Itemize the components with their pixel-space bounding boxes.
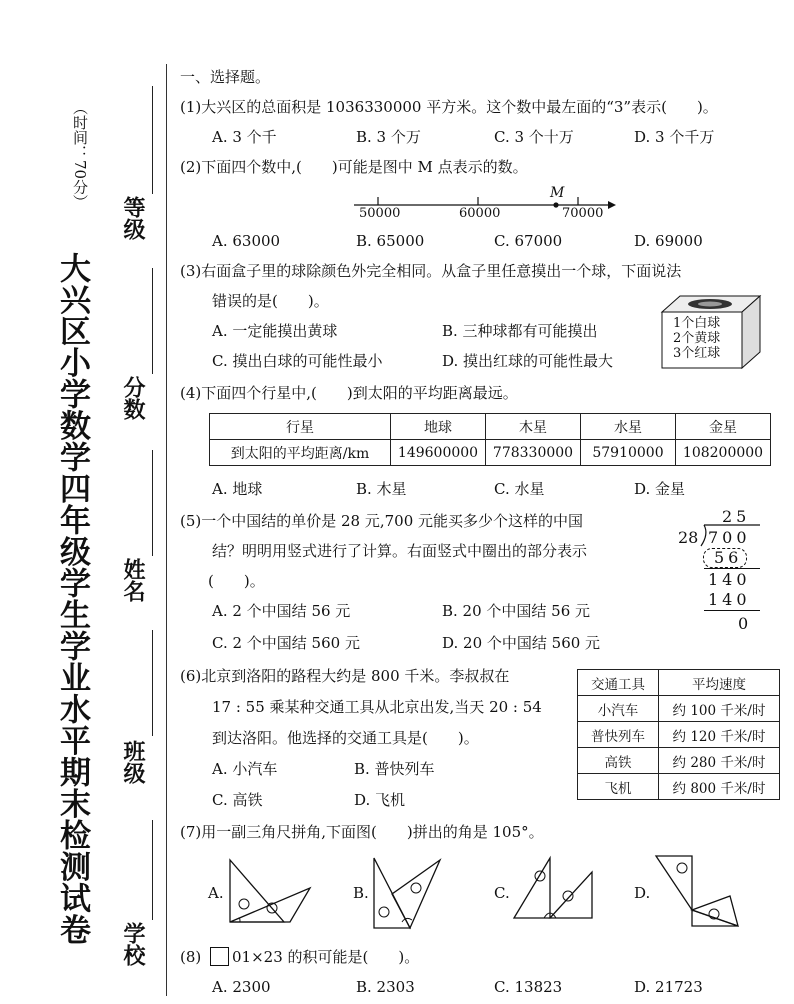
- table-cell: 约 280 千米/时: [659, 748, 780, 774]
- q6-stem-line2: 17 : 55 乘某种交通工具从北京出发,当天 20 : 54: [212, 698, 542, 716]
- tick-60000: 60000: [459, 206, 501, 221]
- table-cell: 普快列车: [578, 722, 659, 748]
- q8-stem: 01×23 的积可能是( )。: [232, 948, 420, 966]
- division-remainder-final: 0: [738, 614, 749, 633]
- q4-option-c[interactable]: C. 水星: [494, 480, 545, 498]
- table-cell: 778330000: [486, 440, 581, 466]
- q3-option-a[interactable]: A. 一定能摸出黄球: [212, 322, 338, 340]
- binding-divider: [166, 64, 167, 996]
- m-point-label: M: [550, 185, 565, 201]
- school-underline: [152, 820, 153, 920]
- planet-distance-table: [209, 413, 771, 466]
- school-label: 学校: [120, 922, 146, 966]
- division-divisor: 28: [678, 528, 699, 547]
- q1-option-a[interactable]: A. 3 个千: [212, 128, 277, 146]
- box-white-balls: 1个白球: [673, 316, 721, 331]
- q7-stem: (7)用一副三角尺拼角,下面图( )拼出的角是 105°。: [180, 823, 544, 841]
- division-quotient: 25: [722, 507, 751, 526]
- grade-label: 等级: [120, 196, 146, 240]
- grade-underline: [152, 86, 153, 194]
- table-header-cell: 木星: [486, 414, 581, 440]
- q5-stem-line3: ( )。: [208, 572, 265, 590]
- q7-option-c[interactable]: C.: [494, 884, 510, 902]
- q6-option-b[interactable]: B. 普快列车: [354, 760, 435, 778]
- table-cell: 149600000: [391, 440, 486, 466]
- table-cell: 到太阳的平均距离/km: [210, 440, 391, 466]
- table-row: [578, 774, 780, 800]
- table-header-cell: 金星: [676, 414, 771, 440]
- box-red-balls: 3个红球: [673, 346, 721, 361]
- q5-stem-line1: (5)一个中国结的单价是 28 元,700 元能买多少个这样的中国: [180, 512, 584, 530]
- table-row: [578, 696, 780, 722]
- set-square-figure-c[interactable]: [510, 856, 600, 926]
- q4-option-b[interactable]: B. 木星: [356, 480, 407, 498]
- score-label: 分数: [120, 376, 146, 420]
- table-header-cell: 行星: [210, 414, 391, 440]
- table-header-cell: 平均速度: [659, 670, 780, 696]
- q8-option-d[interactable]: D. 21723: [634, 978, 703, 996]
- q1-option-d[interactable]: D. 3 个千万: [634, 128, 715, 146]
- q3-stem-line2: 错误的是( )。: [212, 292, 329, 310]
- q4-stem: (4)下面四个行星中,( )到太阳的平均距离最远。: [180, 384, 518, 402]
- q5-option-c[interactable]: C. 2 个中国结 560 元: [212, 634, 360, 652]
- q4-option-a[interactable]: A. 地球: [212, 480, 263, 498]
- table-cell: 高铁: [578, 748, 659, 774]
- name-underline: [152, 450, 153, 556]
- table-header-cell: 水星: [581, 414, 676, 440]
- q2-option-d[interactable]: D. 69000: [634, 232, 703, 250]
- division-dividend: 700: [708, 528, 751, 547]
- name-label: 姓名: [120, 558, 146, 602]
- q7-option-b[interactable]: B.: [353, 884, 369, 902]
- division-subtrahend: 140: [708, 590, 751, 609]
- division-rule-1: [704, 568, 760, 569]
- exam-time: （时间：70分）: [71, 100, 89, 210]
- division-circled-value: 56: [714, 548, 743, 567]
- table-cell: 108200000: [676, 440, 771, 466]
- q6-option-a[interactable]: A. 小汽车: [212, 760, 278, 778]
- division-remainder-1: 140: [708, 570, 751, 589]
- q1-option-b[interactable]: B. 3 个万: [356, 128, 421, 146]
- q8-option-a[interactable]: A. 2300: [212, 978, 271, 996]
- set-square-figure-d[interactable]: [652, 854, 744, 930]
- tick-50000: 50000: [359, 206, 401, 221]
- set-square-figure-a[interactable]: [226, 858, 318, 928]
- tick-70000: 70000: [562, 206, 604, 221]
- q8-blank-box[interactable]: [210, 947, 229, 966]
- table-header-cell: 地球: [391, 414, 486, 440]
- table-cell: 约 100 千米/时: [659, 696, 780, 722]
- table-header-row: [210, 414, 771, 440]
- q1-stem: (1)大兴区的总面积是 1036330000 平方米。这个数中最左面的“3”表示( )。: [180, 98, 718, 116]
- q5-option-b[interactable]: B. 20 个中国结 56 元: [442, 602, 591, 620]
- table-cell: 57910000: [581, 440, 676, 466]
- q3-option-b[interactable]: B. 三种球都有可能摸出: [442, 322, 598, 340]
- table-cell: 飞机: [578, 774, 659, 800]
- q3-option-c[interactable]: C. 摸出白球的可能性最小: [212, 352, 383, 370]
- q5-option-a[interactable]: A. 2 个中国结 56 元: [212, 602, 351, 620]
- q8-option-b[interactable]: B. 2303: [356, 978, 415, 996]
- q2-option-b[interactable]: B. 65000: [356, 232, 425, 250]
- q5-stem-line2: 结？明明用竖式进行了计算。右面竖式中圈出的部分表示: [212, 542, 588, 560]
- q2-stem: (2)下面四个数中,( )可能是图中 M 点表示的数。: [180, 158, 528, 176]
- q3-option-d[interactable]: D. 摸出红球的可能性最大: [442, 352, 614, 370]
- q3-stem-line1: (3)右面盒子里的球除颜色外完全相同。从盒子里任意摸出一个球，下面说法: [180, 262, 682, 280]
- q5-option-d[interactable]: D. 20 个中国结 560 元: [442, 634, 601, 652]
- box-yellow-balls: 2个黄球: [673, 331, 721, 346]
- table-header-cell: 交通工具: [578, 670, 659, 696]
- q7-option-d[interactable]: D.: [634, 884, 651, 902]
- class-underline: [152, 630, 153, 736]
- q8-option-c[interactable]: C. 13823: [494, 978, 563, 996]
- table-cell: 约 800 千米/时: [659, 774, 780, 800]
- q2-option-a[interactable]: A. 63000: [212, 232, 281, 250]
- table-header-row: [578, 670, 780, 696]
- score-underline: [152, 268, 153, 374]
- division-rule-2: [704, 610, 760, 611]
- table-cell: 约 120 千米/时: [659, 722, 780, 748]
- section-title: 一、选择题。: [180, 68, 271, 86]
- class-label: 班级: [120, 740, 146, 784]
- table-row: [578, 722, 780, 748]
- m-point: [553, 202, 558, 207]
- q6-stem-line1: (6)北京到洛阳的路程大约是 800 千米。李叔叔在: [180, 667, 510, 685]
- q4-option-d[interactable]: D. 金星: [634, 480, 686, 498]
- transport-speed-table: [577, 669, 780, 800]
- q6-option-d[interactable]: D. 飞机: [354, 791, 406, 809]
- exam-title: 大兴区小学数学四年级学生学业水平期末检测试卷: [54, 252, 90, 945]
- q1-option-c[interactable]: C. 3 个十万: [494, 128, 574, 146]
- q7-option-a[interactable]: A.: [208, 884, 224, 902]
- q2-option-c[interactable]: C. 67000: [494, 232, 563, 250]
- table-row: [210, 440, 771, 466]
- table-cell: 小汽车: [578, 696, 659, 722]
- q6-stem-line3: 到达洛阳。他选择的交通工具是( )。: [212, 729, 479, 747]
- q6-option-c[interactable]: C. 高铁: [212, 791, 263, 809]
- set-square-figure-b[interactable]: [370, 856, 450, 932]
- table-row: [578, 748, 780, 774]
- q8-number-label: (8): [180, 948, 202, 966]
